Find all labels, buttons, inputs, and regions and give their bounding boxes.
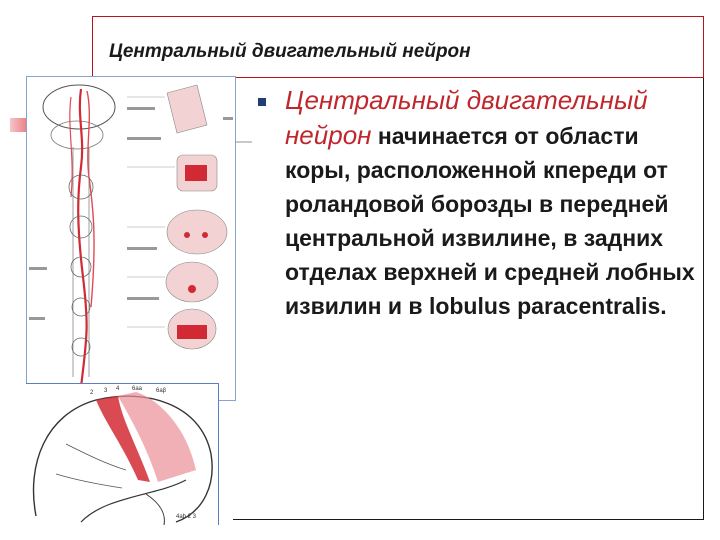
pyramidal-tract-figure — [26, 76, 236, 401]
brain-label-4: 4 — [116, 386, 120, 392]
brain-motor-cortex-diagram — [26, 384, 218, 525]
brain-label-6aa: 6аа — [132, 386, 143, 392]
bullet-marker — [258, 98, 266, 106]
pyramidal-tract-diagram — [27, 77, 235, 400]
highlight-term: Центральный двигательный нейрон — [285, 85, 648, 150]
brain-label-2: 2 — [90, 390, 94, 396]
paragraph-lead: начинается от — [377, 123, 539, 149]
paragraph-rest: области коры, расположенной кпереди от роландовой борозды в передней центральной извилине, в задних отделах верхней и средней лобных извилин и в lobulus paracentralis. — [285, 123, 695, 319]
body-paragraph — [285, 83, 705, 323]
brain-label-3: 3 — [104, 388, 108, 394]
brain-label-6ab: 6аβ — [156, 388, 167, 394]
slide-title: Центральный двигательный нейрон — [109, 41, 471, 62]
title-frame — [92, 16, 704, 78]
brain-lateral-figure — [26, 383, 219, 525]
brain-caption: 4ab 2 3 — [176, 514, 197, 520]
